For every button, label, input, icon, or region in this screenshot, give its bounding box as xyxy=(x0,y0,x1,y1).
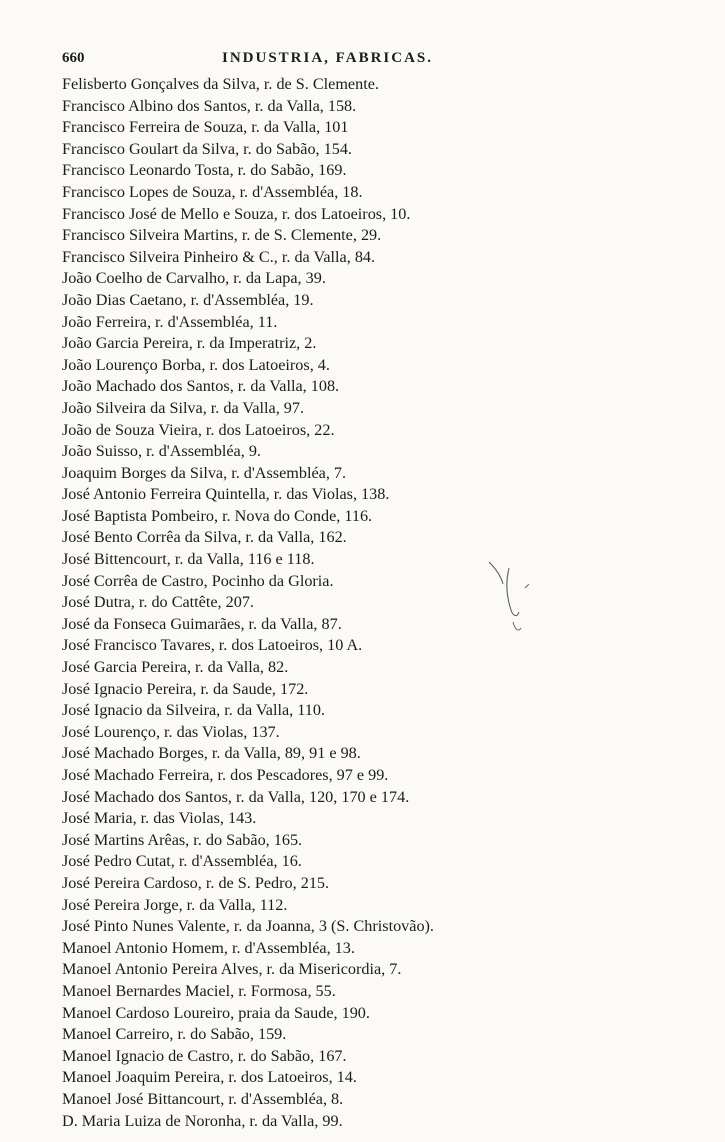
directory-entry: João Machado dos Santos, r. da Valla, 108. xyxy=(62,377,340,396)
directory-entry: José Baptista Pombeiro, r. Nova do Conde, 116. xyxy=(62,506,373,525)
directory-entry: José Martins Arêas, r. do Sabão, 165. xyxy=(62,830,303,849)
directory-entry: João Suisso, r. d'Assembléa, 9. xyxy=(62,442,261,461)
directory-entry: João Garcia Pereira, r. da Imperatriz, 2. xyxy=(62,334,317,353)
directory-entry: Manoel Ignacio de Castro, r. do Sabão, 167. xyxy=(62,1046,347,1065)
directory-entry: José Machado Ferreira, r. dos Pescadores, 97 e 99. xyxy=(62,766,389,784)
directory-entry: José Dutra, r. do Cattête, 207. xyxy=(62,593,254,612)
directory-entry: João Coelho de Carvalho, r. da Lapa, 39. xyxy=(62,269,326,288)
directory-entry: José Bento Corrêa da Silva, r. da Valla, 162. xyxy=(62,528,347,547)
directory-entry: José Lourenço, r. das Violas, 137. xyxy=(62,722,280,741)
directory-entry: João Silveira da Silva, r. da Valla, 97. xyxy=(62,398,305,417)
directory-entry: José Maria, r. das Violas, 143. xyxy=(62,809,257,828)
directory-entry: Manoel Bernardes Maciel, r. Formosa, 55. xyxy=(62,981,336,1000)
directory-entry: José Ignacio da Silveira, r. da Valla, 110. xyxy=(62,701,325,720)
directory-entry: José Pinto Nunes Valente, r. da Joanna, 3 (S. Christovão). xyxy=(62,917,434,936)
directory-entry: Manoel Antonio Homem, r. d'Assembléa, 13. xyxy=(62,938,355,957)
directory-entry: Francisco Goulart da Silva, r. do Sabão, 154. xyxy=(62,139,352,158)
directory-entry: João Ferreira, r. d'Assembléa, 11. xyxy=(62,312,278,331)
directory-entry: Francisco Albino dos Santos, r. da Valla, 158. xyxy=(62,96,357,115)
directory-entry: José da Fonseca Guimarães, r. da Valla, 87. xyxy=(62,614,342,633)
directory-entry: João Lourenço Borba, r. dos Latoeiros, 4. xyxy=(62,355,330,374)
directory-entry: José Bittencourt, r. da Valla, 116 e 118. xyxy=(62,550,315,569)
directory-entry: Manoel Antonio Pereira Alves, r. da Misericordia, 7. xyxy=(62,960,402,979)
directory-entry: João de Souza Vieira, r. dos Latoeiros, 22. xyxy=(62,420,335,439)
directory-entry: Manoel José Bittancourt, r. d'Assembléa, 8. xyxy=(62,1089,344,1108)
directory-entry: José Pedro Cutat, r. d'Assembléa, 16. xyxy=(62,852,302,871)
directory-entry: José Pereira Jorge, r. da Valla, 112. xyxy=(62,895,288,914)
directory-entry: José Antonio Ferreira Quintella, r. das Violas, 138. xyxy=(62,485,390,504)
directory-entry: José Machado dos Santos, r. da Valla, 120, 170 e 174. xyxy=(62,787,410,806)
page-number: 660 xyxy=(62,50,85,66)
directory-entry: D. Maria Luiza de Noronha, r. da Valla, 99. xyxy=(62,1111,343,1130)
directory-entry: José Pereira Cardoso, r. de S. Pedro, 215. xyxy=(62,873,330,892)
directory-entry: Manoel Joaquim Pereira, r. dos Latoeiros, 14. xyxy=(62,1068,357,1087)
directory-entry: Francisco Lopes de Souza, r. d'Assembléa, 18. xyxy=(62,182,363,201)
running-head xyxy=(62,46,492,70)
directory-entry: José Machado Borges, r. da Valla, 89, 91 e 98. xyxy=(62,744,361,763)
directory-entry: Francisco Silveira Martins, r. de S. Clemente, 29. xyxy=(62,226,382,245)
directory-entry: José Corrêa de Castro, Pocinho da Gloria. xyxy=(62,571,334,590)
pencil-mark xyxy=(485,558,545,638)
directory-entry: José Garcia Pereira, r. da Valla, 82. xyxy=(62,658,289,677)
directory-entry: João Dias Caetano, r. d'Assembléa, 19. xyxy=(62,290,314,309)
directory-entry: José Francisco Tavares, r. dos Latoeiros, 10 A. xyxy=(62,636,363,655)
directory-entry: Francisco Silveira Pinheiro & C., r. da Valla, 84. xyxy=(62,247,376,266)
directory-entry: Manoel Carreiro, r. do Sabão, 159. xyxy=(62,1025,287,1044)
directory-entry: Joaquim Borges da Silva, r. d'Assembléa, 7. xyxy=(62,463,347,482)
directory-entry: José Ignacio Pereira, r. da Saude, 172. xyxy=(62,679,309,698)
section-title: INDUSTRIA, FABRICAS. xyxy=(222,50,433,66)
directory-entry: Francisco Ferreira de Souza, r. da Valla, 101 xyxy=(62,118,349,137)
directory-entry: Francisco José de Mello e Souza, r. dos Latoeiros, 10. xyxy=(62,204,411,223)
directory-entry: Manoel Cardoso Loureiro, praia da Saude, 190. xyxy=(62,1003,370,1022)
directory-entry: Francisco Leonardo Tosta, r. do Sabão, 169. xyxy=(62,161,347,180)
directory-entry: Felisberto Gonçalves da Silva, r. de S. Clemente. xyxy=(62,75,379,93)
